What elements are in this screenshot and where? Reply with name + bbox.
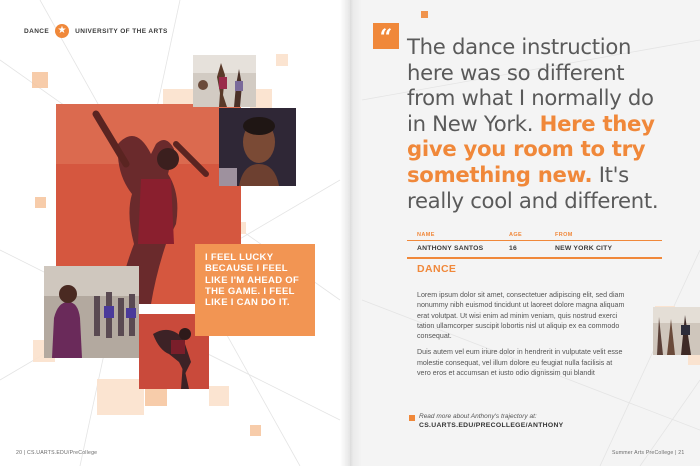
age-value: 16 [509,245,517,252]
deco-square [32,72,48,88]
dancers-line-photo [653,307,700,355]
main-quote-highlight: Here they give you room to try something new. [407,110,655,187]
deco-square [276,54,288,66]
body-paragraph: Lorem ipsum dolor sit amet, consectetuer adipiscing elit, sed diam nonummy nibh euismod tincidunt ut laoreet dolore magna aliquam erat volutpat. Ut wisi enim ad minim veniam, quis nostrud exerci tation ullamcorper suscipit lobortis nisl ut aliquip ex ea commodo consequat. [417,291,625,341]
name-header: NAME [417,232,435,238]
dance-class-photo [44,266,139,358]
deco-square [209,386,229,406]
deco-square [35,197,46,208]
left-footer: 20 | CS.UARTS.EDU/PreCollege [16,450,98,456]
read-more-label: Read more about Anthony's trajectory at: [419,413,537,420]
page-header [24,24,168,38]
page-gutter [340,0,362,466]
body-paragraph: Duis autem vel eum iriure dolor in hendrerit in vulputate velit esse molestie consequat, vel illum dolore eu feugiat nulla facilisis at vero eros et accumsan et iusto odio dignissim qui blandit [417,348,623,378]
read-more [409,413,564,429]
student-portrait-photo [219,108,296,186]
age-header: AGE [509,232,523,238]
name-value: ANTHONY SANTOS [417,245,484,252]
read-more-link[interactable]: CS.UARTS.EDU/PRECOLLEGE/ANTHONY [419,422,564,429]
section-title: DANCE [417,263,457,275]
pull-quote-box [195,244,315,336]
deco-square [97,379,144,415]
from-value: NEW YORK CITY [555,245,613,252]
main-quote-part2: It's really cool and different. [407,161,659,213]
bullet-square-icon [409,415,415,421]
section-label: DANCE [24,27,50,35]
info-values [407,241,662,259]
student-info-table [407,232,662,259]
pull-quote-text: I FEEL LUCKY BECAUSE I FEEL LIKE I'M AHEAD OF THE GAME. I FEEL LIKE I CAN DO IT. [205,252,300,309]
university-label: UNIVERSITY OF THE ARTS [75,27,168,35]
main-quote-part1: The dance instruction here was so different from what I normally do in New York. [407,34,654,136]
right-footer: Summer Arts PreCollege | 21 [612,450,685,456]
dancers-studio-photo [193,55,256,107]
body-text [417,290,627,378]
from-header: FROM [555,232,573,238]
main-quote [407,34,669,213]
quote-mark-icon: “ [373,23,399,49]
deco-square [250,425,261,436]
star-icon: ★ [55,24,69,38]
info-headers [407,232,662,241]
deco-square [421,11,428,18]
